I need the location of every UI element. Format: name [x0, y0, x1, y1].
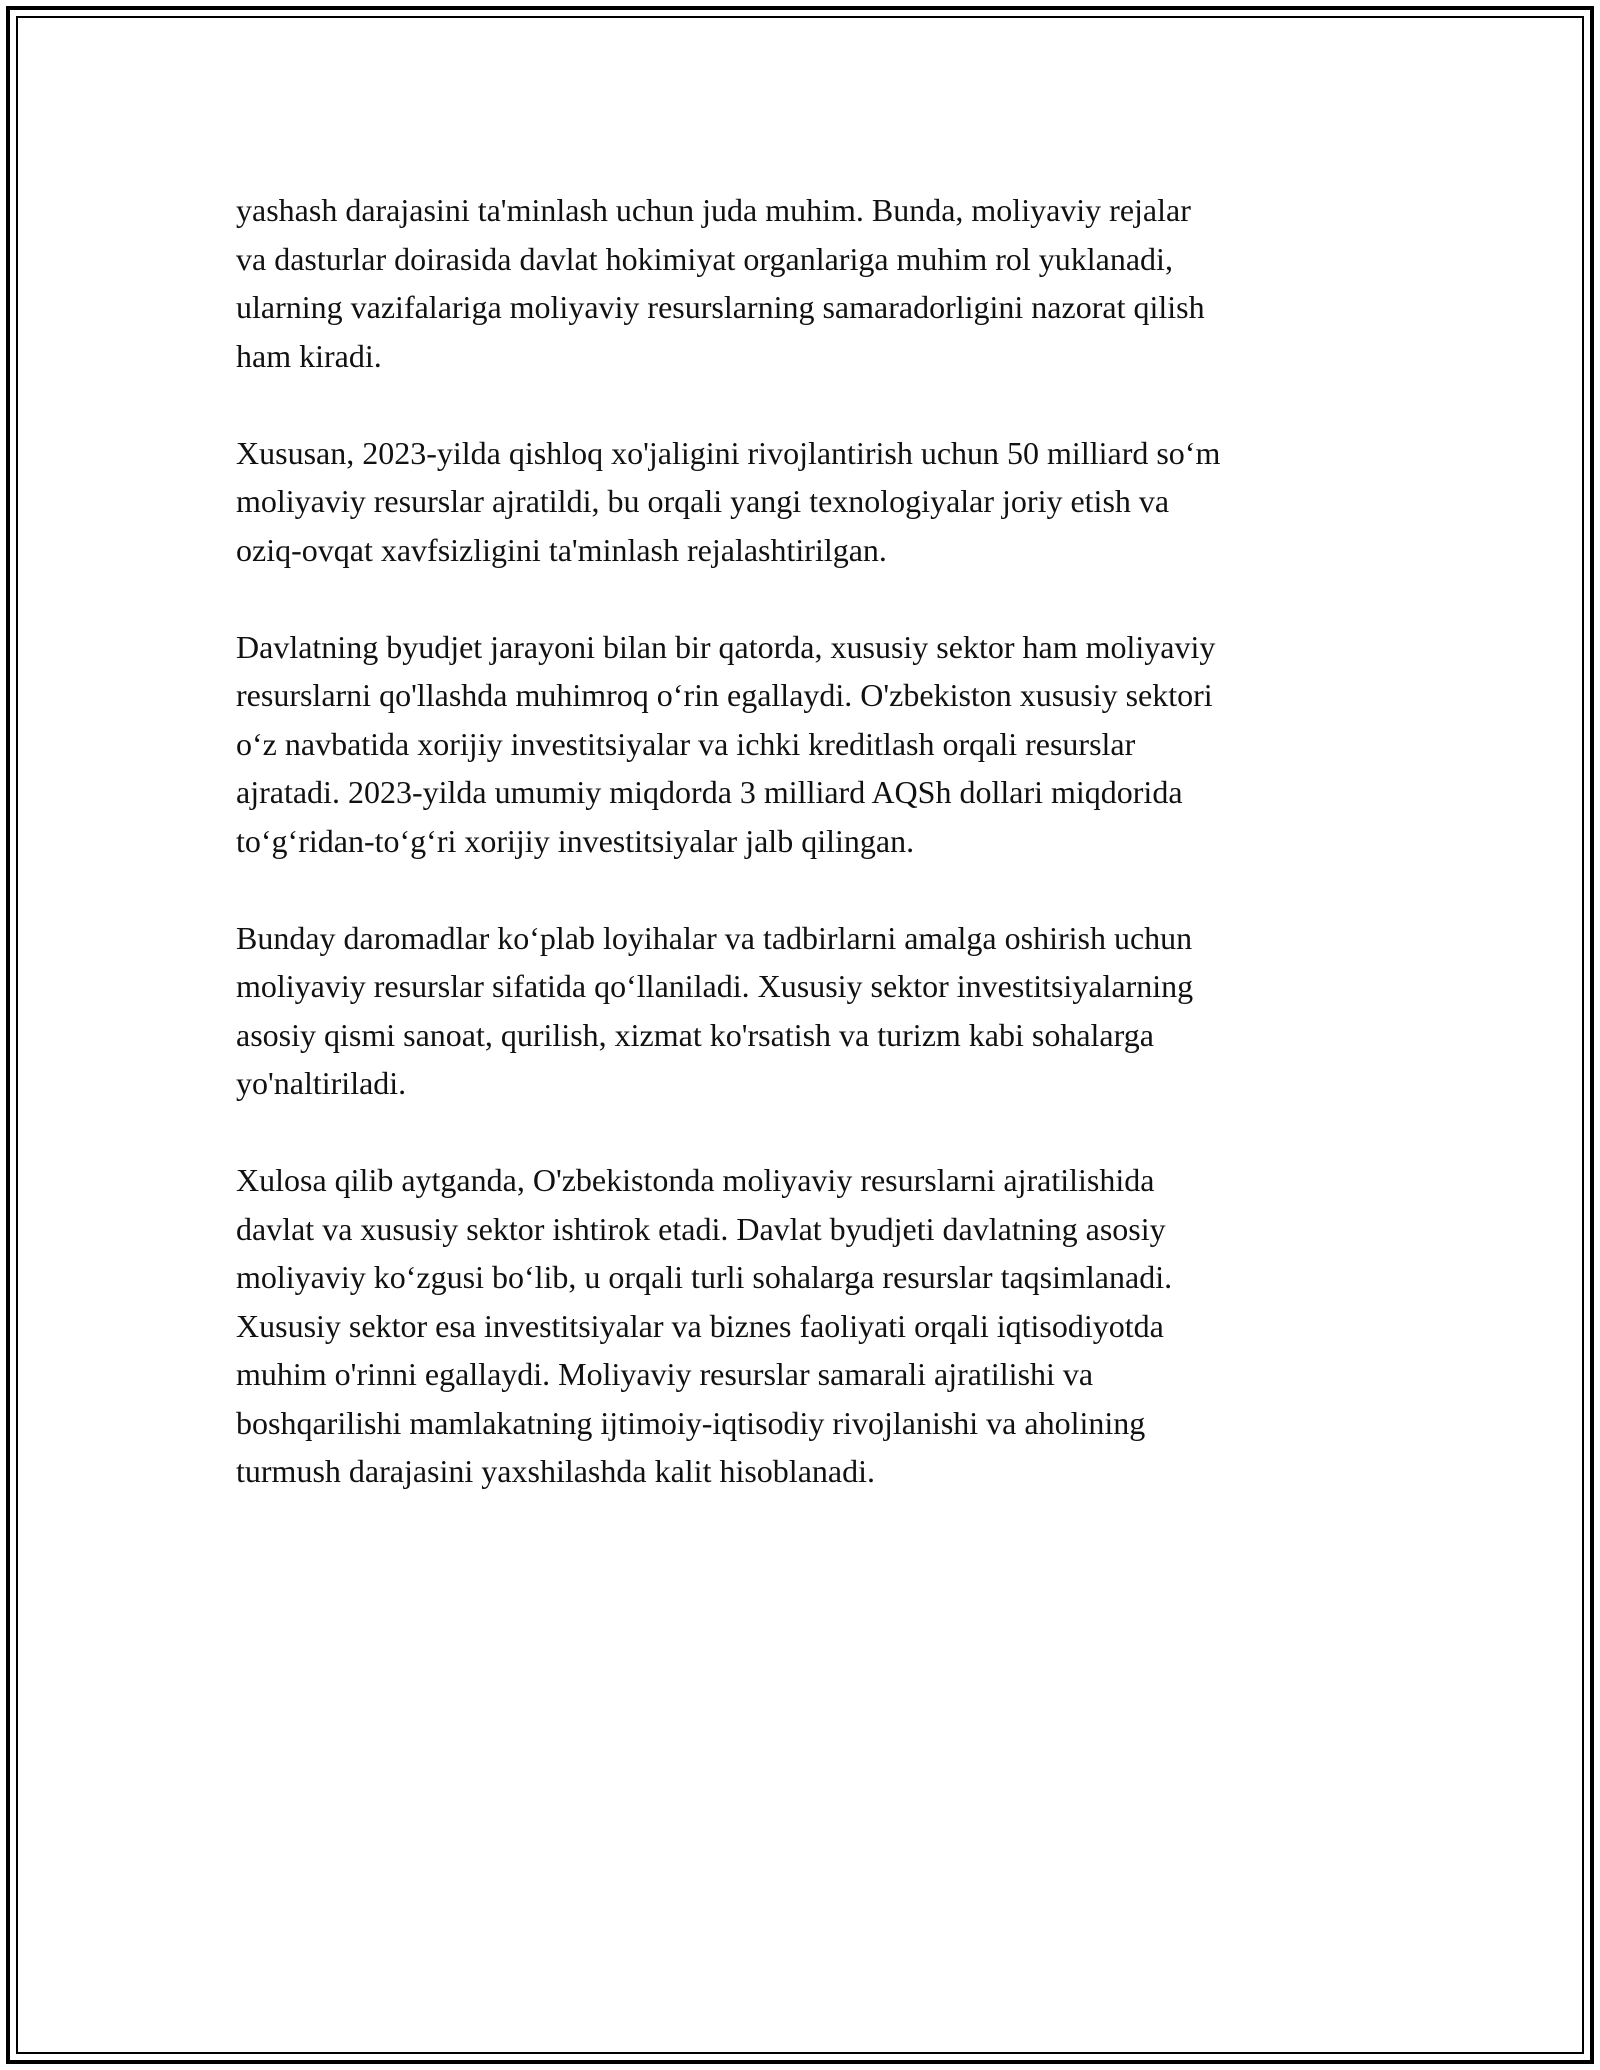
paragraph-1: yashash darajasini ta'minlash uchun juda muhim. Bunda, moliyaviy rejalar va dasturlar doirasida davlat hokimiyat organlariga muhim rol yuklanadi, ularning vazifalariga moliyaviy resurslarning samaradorligini nazorat qilish ham kiradi. [236, 192, 1205, 374]
paragraph-4: Bunday daromadlar ko‘plab loyihalar va tadbirlarni amalga oshirish uchun moliyaviy resurslar sifatida qo‘llaniladi. Xususiy sektor investitsiyalarning asosiy qismi sanoat, qurilish, xizmat ko'rsatish va turizm kabi sohalarga yo'naltiriladi. [236, 919, 1194, 1101]
paragraph-2: Xususan, 2023-yilda qishloq xo'jaligini rivojlantirish uchun 50 milliard so‘m moliyaviy resurslar ajratildi, bu orqali yangi texnologiyalar joriy etish va oziq-ovqat xavfsizligini ta'minlash rejalashtirilgan. [236, 434, 1221, 568]
paragraph-5: Xulosa qilib aytganda, O'zbekistonda moliyaviy resurslarni ajratilishida davlat va xususiy sektor ishtirok etadi. Davlat byudjeti davlatning asosiy moliyaviy ko‘zgusi bo‘lib, u orqali turli sohalarga resurslar taqsimlanadi. Xususiy sektor esa investitsiyalar va biznes faoliyati orqali iqtisodiyotda muhim o'rinni egallaydi. Moliyaviy resurslar samarali ajratilishi va boshqarilishi mamlakatning ijtimoiy-iqtisodiy rivojlanishi va aholining turmush darajasini yaxshilashda kalit hisoblanadi. [236, 1162, 1173, 1489]
paragraph-3: Davlatning byudjet jarayoni bilan bir qatorda, xususiy sektor ham moliyaviy resurslarni qo'llashda muhimroq o‘rin egallaydi. O'zbekiston xususiy sektori o‘z navbatida xorijiy investitsiyalar va ichki kreditlash orqali resurslar ajratadi. 2023-yilda umumiy miqdorda 3 milliard AQSh dollari miqdorida to‘g‘ridan-to‘g‘ri xorijiy investitsiyalar jalb qilingan. [236, 628, 1216, 859]
document-body [236, 186, 1376, 1496]
